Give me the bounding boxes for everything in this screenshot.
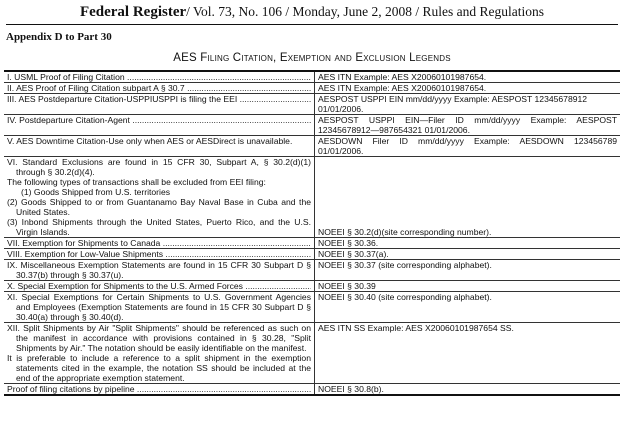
row-label: (2) Goods Shipped to or from Guantanamo Bay Naval Base in Cuba and the United States. [7,197,311,217]
row-label: (3) Inbond Shipments through the United States, Puerto Rico, and the U.S. Virgin Islands. [7,217,311,237]
row-label: It is preferable to include a reference to a split shipment in the exemption statements cited in the example, the notation SS should be included at the end of the appropriate exemption statement. [7,353,311,383]
row-label: The following types of transactions shall be excluded from EEI filing: [7,177,266,187]
table-row [4,323,620,384]
row-value: AES ITN Example: AES X20060101987654. [315,71,621,83]
row-value: NOEEI § 30.37(a). [315,249,621,260]
row-value: AESPOST USPPI EIN mm/dd/yyyy Example: AESPOST 12345678912 01/01/2006. [315,94,621,115]
row-label: (1) Goods Shipped from U.S. territories [21,187,171,197]
row-label: V. AES Downtime Citation-Use only when AES or AESDirect is unavailable. [7,136,293,146]
legends-table [4,70,620,396]
row-label: I. USML Proof of Filing Citation ..... [7,72,311,82]
row-label: XII. Split Shipments by Air "Split Shipments" should be referenced as such on the manifest in accordance with provisions contained in § 30.28, "Split Shipments by Air." The notation should be easily identifiable on the manifest. [7,323,311,353]
table-title: AES Filing Citation, Exemption and Exclusion Legends [173,52,451,64]
row-value: AES ITN Example: AES X20060101987654. [315,83,621,94]
table-row [4,260,620,281]
appendix-heading: Appendix D to Part 30 [6,31,112,43]
row-value: NOEEI § 30.8(b). [315,384,621,396]
table-row [4,292,620,323]
row-value: NOEEI § 30.39 [315,281,621,292]
volume-info: / Vol. 73, No. 106 / Monday, June 2, 2008 / Rules and Regulations [186,4,545,19]
row-value: NOEEI § 30.40 (site corresponding alphabet). [315,292,621,323]
table-row [4,94,620,115]
row-value: NOEEI § 30.2(d)(site corresponding number). [318,227,492,237]
row-label: IX. Miscellaneous Exemption Statements are found in 15 CFR 30 Subpart D § 30.37(b) through § 30.37(u). [7,260,311,280]
table-row [4,281,620,292]
row-label: III. AES Postdeparture Citation-USPPIUSPPI is filing the EEI ..... [7,94,311,104]
row-label: VII. Exemption for Shipments to Canada ..... [7,238,311,248]
row-label: IV. Postdeparture Citation-Agent ..... [7,115,311,125]
row-label: Proof of filing citations by pipeline ..... [7,384,311,394]
page-header [6,4,618,25]
row-label: II. AES Proof of Filing Citation subpart A § 30.7 ..... [7,83,311,93]
table-row [4,238,620,249]
row-label: VI. Standard Exclusions are found in 15 CFR 30, Subpart A, § 30.2(d)(1) through § 30.2(d)(4). [7,157,311,177]
journal-name: Federal Register [79,4,187,20]
table-row [4,249,620,260]
row-value: AESDOWN Filer ID mm/dd/yyyy Example: AESDOWN 123456789 01/01/2006. [315,136,621,157]
table-row [4,71,620,83]
table-row [4,83,620,94]
row-value: AESPOST USPPI EIN—Filer ID mm/dd/yyyy Example: AESPOST 12345678912—987654321 01/01/2006. [315,115,621,136]
row-value: NOEEI § 30.37 (site corresponding alphabet). [315,260,621,281]
table-row [4,136,620,157]
table-row [4,384,620,396]
row-label: XI. Special Exemptions for Certain Shipments to U.S. Government Agencies and Employees (Exemption Statements are found in 15 CFR 30 Subpart D § 30.40(a) through § 30.40(d). [7,292,311,322]
table-row [4,115,620,136]
row-value: NOEEI § 30.36. [315,238,621,249]
table-row [4,157,620,238]
row-label: X. Special Exemption for Shipments to the U.S. Armed Forces ..... [7,281,311,291]
row-value: AES ITN SS Example: AES X20060101987654 SS. [315,323,621,384]
row-label: VIII. Exemption for Low-Value Shipments ..... [7,249,311,259]
